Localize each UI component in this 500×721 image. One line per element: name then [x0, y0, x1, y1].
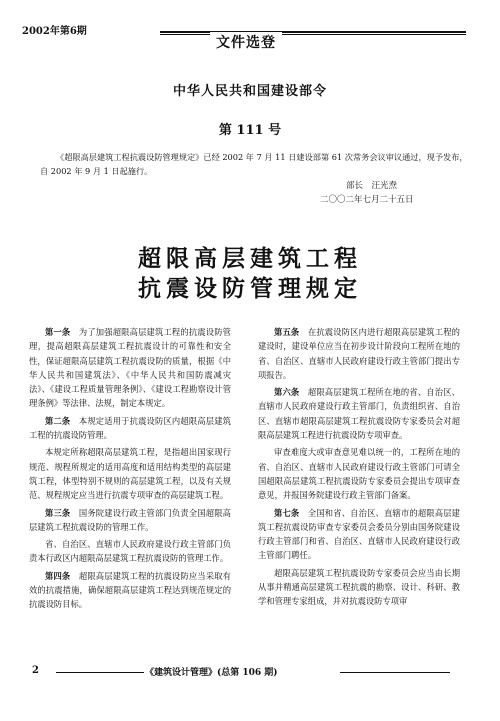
article-paragraph — [258, 385, 460, 442]
notice-date: 二〇〇二年七月二十五日 — [320, 195, 414, 205]
notice-body: 《超限高层建筑工程抗震设防管理规定》已经 2002 年 7 月 11 日建设部第 61 次常务会议审议通过，现予发布，自 2002 年 9 月 1 日起施行。 — [40, 152, 468, 176]
article-text: 为了加强超限高层建筑工程的抗震设防管理，提高超限高层建筑工程抗震设计的可靠性和安全性，保证超限高层建筑工程抗震设防的质量，根据《中华人民共和国建筑法》、《中华人民共和国防震减灾法》、《建设工程质量管理条例》、《建设工程勘察设计管理条例》等法律、法规，制定本规定。 — [29, 327, 231, 409]
right-column — [258, 325, 460, 612]
article-paragraph — [29, 414, 231, 443]
article-paragraph — [258, 325, 460, 382]
article-lead: 第三条 — [45, 507, 71, 518]
page-number: 2 — [32, 665, 39, 676]
article-paragraph — [29, 569, 231, 612]
article-text: 本规定适用于抗震设防区内超限高层建筑工程的抗震设防管理。 — [29, 415, 231, 441]
decree-number: 第 111 号 — [218, 123, 282, 138]
article-lead: 第六条 — [274, 387, 300, 398]
footer-rule-right — [340, 672, 450, 673]
header-rule-thin — [160, 34, 466, 35]
issue-label: 2002年第6期 — [22, 26, 87, 37]
article-paragraph — [29, 506, 231, 535]
article-paragraph — [258, 506, 460, 563]
article-lead: 第二条 — [45, 415, 71, 426]
article-lead: 第七条 — [274, 507, 300, 518]
article-text: 国务院建设行政主管部门负责全国超限高层建筑工程抗震设防的管理工作。 — [29, 507, 231, 532]
article-paragraph — [29, 537, 231, 566]
journal-footer: 《建筑设计管理》(总第 106 期) — [145, 668, 278, 678]
article-paragraph — [258, 566, 460, 609]
header-rule-thick — [160, 31, 466, 33]
article-lead: 第五条 — [274, 327, 300, 337]
article-text: 超限高层建筑工程的抗震设防应当采取有效的抗震措施，确保超限高层建筑工程达到规范规定的抗震设防目标。 — [29, 570, 231, 610]
notice-signer: 部长 汪光焘 — [346, 181, 398, 191]
article-text: 本规定所称超限高层建筑工程，是指超出国家现行规范、规程所规定的适用高度和适用结构类型的高层建筑工程，体型特别不规则的高层建筑工程，以及有关规范、规程规定应当进行抗震专项审查的高层建筑工程。 — [29, 447, 231, 501]
article-paragraph — [29, 325, 231, 411]
article-paragraph — [258, 445, 460, 502]
section-label: 文件选登 — [210, 32, 282, 52]
article-text: 省、自治区、直辖市人民政府建设行政主管部门负责本行政区内超限高层建筑工程抗震设防的管理工作。 — [29, 539, 231, 564]
regulation-title-line1: 超限高层建筑工程 — [138, 246, 362, 272]
footer-rule-left — [56, 672, 144, 673]
article-text: 超限高层建筑工程所在地的省、自治区、直辖市人民政府建设行政主管部门，负责组织省、自治区、直辖市超限高层建筑工程抗震设防专家委员会对超限高层建筑工程进行抗震设防专项审查。 — [258, 387, 460, 441]
left-column — [29, 325, 231, 615]
article-lead: 第一条 — [45, 327, 71, 337]
regulation-title-line2: 抗震设防管理规定 — [138, 276, 362, 302]
article-text: 在抗震设防区内进行超限高层建筑工程的建设时，建设单位应当在初步设计阶段向工程所在地的省、自治区、直辖市人民政府建设行政主管部门提出专项报告。 — [258, 327, 460, 380]
article-text: 审查难度大或审查意见难以统一的，工程所在地的省、自治区、直辖市人民政府建设行政主管部门可请全国超限高层建筑工程抗震设防专家委员会提出专项审查意见，并报国务院建设行政主管部门备案。 — [258, 447, 460, 501]
article-lead: 第四条 — [45, 570, 71, 581]
notice-issuer: 中华人民共和国建设部令 — [172, 84, 327, 99]
article-text: 全国和省、自治区、直辖市的超限高层建筑工程抗震设防审查专家委员会委员分别由国务院建设行政主管部门和省、自治区、直辖市人民政府建设行政主管部门聘任。 — [258, 507, 460, 561]
article-text: 超限高层建筑工程抗震设防专家委员会应当由长期从事并精通高层建筑工程抗震的勘察、设计、科研、教学和管理专家组成，并对抗震设防专项审 — [258, 567, 460, 607]
article-paragraph — [29, 445, 231, 502]
